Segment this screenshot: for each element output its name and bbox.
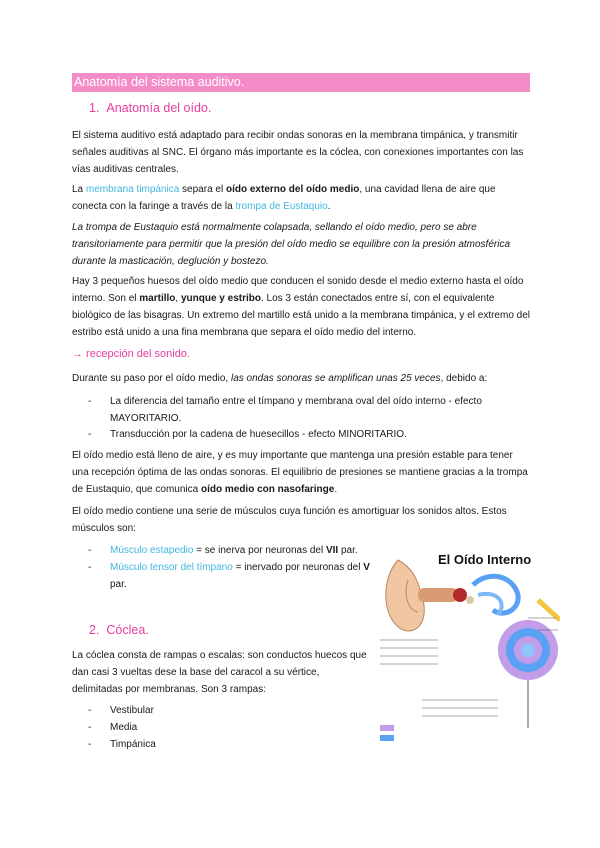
paragraph-amplificacion (72, 370, 532, 387)
list-item-text: Media (110, 722, 138, 733)
bold-nasofaringe: oído medio con nasofaringe (200, 484, 335, 495)
paragraph-intro: El sistema auditivo está adaptado para recibir ondas sonoras en la membrana timpánica, y transmitir señales auditivas al SNC. El órgano más importante es la cóclea, con conexiones importantes con las vías auditivas centrales. (72, 130, 524, 175)
text: , una cavidad llena de aire que conecta con la faringe a través de la (72, 184, 496, 212)
section-number: 2. (89, 623, 100, 637)
section-number: 1. (89, 101, 100, 115)
list-item-text (110, 542, 370, 559)
bold-par: V (363, 562, 370, 573)
text: . (334, 484, 338, 495)
paragraph-coclea: La cóclea consta de rampas o escalas: son conductos huecos que dan casi 3 vueltas dese la base del caracol a su vértice, delimitadas por membranas. Son 3 rampas: (72, 650, 367, 695)
text: Hay 3 pequeños huesos del oído medio que conducen el sonido desde el medio externo hasta el oído interno. Son el (72, 276, 524, 304)
list-item: - Vestibular (88, 705, 154, 716)
list-item-text: Vestibular (110, 705, 154, 716)
text: par. (338, 545, 358, 556)
text: , debido a: (440, 373, 488, 384)
list-item: - La diferencia del tamaño entre el tímpano y membrana oval del oído interno - efecto (88, 396, 482, 407)
text: separa el (179, 184, 226, 195)
text: La (72, 184, 86, 195)
arrow-heading: → recepción del sonido. (72, 348, 191, 360)
bold-oido-externo-medio: oído externo del oído medio (225, 184, 360, 195)
inner-ear-illustration (378, 540, 560, 748)
paragraph-musculos: El oído medio contiene una serie de músculos cuya función es amortiguar los sonidos altos. Estos músculos son: (72, 506, 507, 534)
text: par. (110, 579, 127, 590)
term-membrana-timpanica: membrana timpánica (85, 184, 180, 195)
term-trompa-eustaquio: trompa de Eustaquio (235, 201, 328, 212)
paragraph-membrana (72, 181, 532, 215)
list-item-text: Transducción por la cadena de huesecillos - efecto MINORITARIO. (110, 429, 407, 440)
text: Durante su paso por el oído medio, (72, 373, 231, 384)
list-item: - (88, 562, 92, 573)
list-item: - Transducción por la cadena de huesecillos - efecto MINORITARIO. (88, 429, 407, 440)
document-title: Anatomía del sistema auditivo. (72, 73, 530, 92)
text: . Los 3 están conectados entre sí, con el equivalente biológico de las bisagras. Un extremo del martillo está unido a la membrana timpánica, y el extremo del estribo está unido a una fina membrana que separa el oído medio del interno. (72, 293, 531, 338)
text: , (175, 293, 181, 304)
section-heading-1 (89, 101, 211, 115)
term-tensor-timpano: Músculo tensor del tímpano (110, 562, 233, 573)
section-title: Cóclea. (106, 623, 149, 637)
text: . (327, 201, 331, 212)
italic-amplificacion: las ondas sonoras se amplifican unas 25 veces (230, 373, 441, 384)
term-estapedio: Músculo estapedio (110, 545, 194, 556)
list-item-text (110, 559, 370, 593)
paragraph-huesos (72, 273, 532, 341)
paragraph-presion (72, 447, 532, 498)
ear-anatomy-svg (378, 540, 560, 748)
bold-martillo: martillo (139, 293, 176, 304)
paragraph-trompa: La trompa de Eustaquio está normalmente colapsada, sellando el oído medio, pero se abre transitoriamente para permitir que la presión del oído medio se equilibre con la presión atmosférica durante la masticación, deglución y bostezo. (72, 222, 511, 267)
list-item: - Media (88, 722, 138, 733)
bold-par: VII (325, 545, 339, 556)
section-title: Anatomía del oído. (106, 101, 212, 115)
list-item-text: La diferencia del tamaño entre el tímpano y membrana oval del oído interno - efecto (110, 396, 482, 407)
list-item: - Timpánica (88, 739, 156, 750)
bold-yunque-estribo: yunque y estribo (180, 293, 261, 304)
text: El oído medio está lleno de aire, y es muy importante que mantenga una presión estable para tener una recepción óptima de las ondas sonoras. El equilibrio de presiones se mantiene gracias a la trompa de Eustaquio, que comunica (72, 450, 528, 495)
figure-title: El Oído Interno (438, 552, 532, 567)
list-item-text: Timpánica (110, 739, 156, 750)
text: = inervado por neuronas del (232, 562, 364, 573)
list-item-continuation: MAYORITARIO. (110, 413, 182, 424)
text: = se inerva por neuronas del (193, 545, 326, 556)
section-heading-2 (89, 623, 149, 637)
list-item: - (88, 545, 92, 556)
